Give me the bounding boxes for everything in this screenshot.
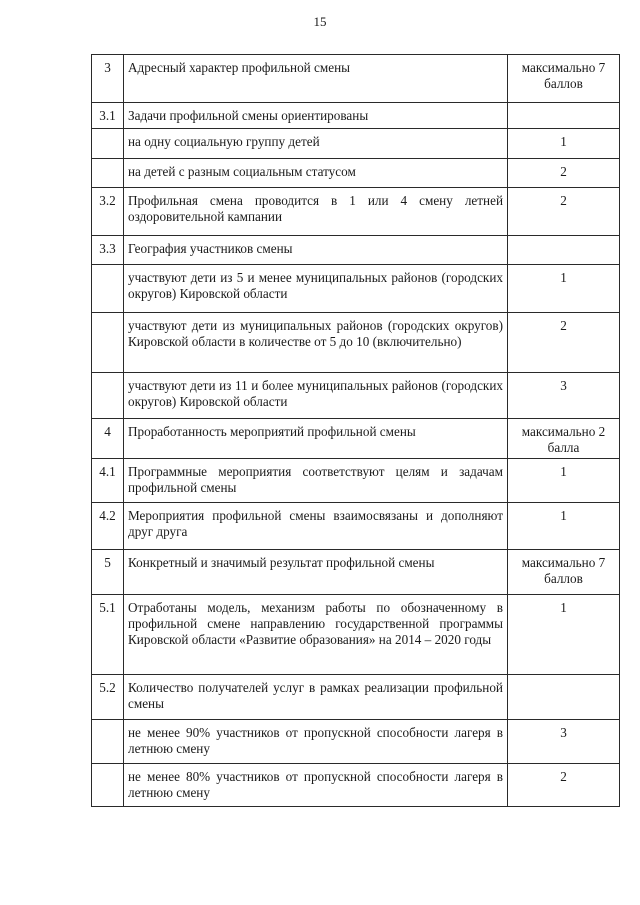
criterion-text: участвуют дети из 11 и более муниципальных районов (городских округов) Кировской области	[124, 373, 508, 419]
row-number	[92, 720, 124, 764]
table-row	[92, 265, 620, 313]
score-cell: 3	[508, 720, 620, 764]
row-number	[92, 265, 124, 313]
score-cell: 2	[508, 764, 620, 807]
table-row	[92, 459, 620, 503]
row-number	[92, 373, 124, 419]
table-row	[92, 129, 620, 159]
score-cell: 1	[508, 503, 620, 550]
row-number: 4.1	[92, 459, 124, 503]
row-number	[92, 313, 124, 373]
criteria-table	[91, 54, 620, 807]
table-row	[92, 764, 620, 807]
table-row	[92, 503, 620, 550]
row-number: 5.2	[92, 675, 124, 720]
score-cell: 1	[508, 265, 620, 313]
criterion-text: не менее 90% участников от пропускной способности лагеря в летнюю смену	[124, 720, 508, 764]
score-cell: максимально 7 баллов	[508, 55, 620, 103]
row-number: 4.2	[92, 503, 124, 550]
row-number: 3.1	[92, 103, 124, 129]
criterion-text: не менее 80% участников от пропускной способности лагеря в летнюю смену	[124, 764, 508, 807]
criterion-text: Адресный характер профильной смены	[124, 55, 508, 103]
table-row	[92, 313, 620, 373]
criterion-text: Количество получателей услуг в рамках реализации профильной смены	[124, 675, 508, 720]
score-cell: максимально 2 балла	[508, 419, 620, 459]
table-row	[92, 419, 620, 459]
table-row	[92, 720, 620, 764]
score-cell: максимально 7 баллов	[508, 550, 620, 595]
row-number: 3	[92, 55, 124, 103]
row-number	[92, 159, 124, 188]
criterion-text: участвуют дети из 5 и менее муниципальных районов (городских округов) Кировской области	[124, 265, 508, 313]
table-row	[92, 595, 620, 675]
score-cell: 2	[508, 159, 620, 188]
row-number: 3.3	[92, 236, 124, 265]
table-row	[92, 103, 620, 129]
row-number: 5	[92, 550, 124, 595]
score-cell: 2	[508, 313, 620, 373]
criterion-text: Конкретный и значимый результат профильной смены	[124, 550, 508, 595]
score-cell: 1	[508, 459, 620, 503]
score-cell: 1	[508, 129, 620, 159]
row-number	[92, 129, 124, 159]
score-cell	[508, 675, 620, 720]
criterion-text: Проработанность мероприятий профильной смены	[124, 419, 508, 459]
score-cell	[508, 103, 620, 129]
criterion-text: на одну социальную группу детей	[124, 129, 508, 159]
score-cell	[508, 236, 620, 265]
row-number: 3.2	[92, 188, 124, 236]
criterion-text: Профильная смена проводится в 1 или 4 смену летней оздоровительной кампании	[124, 188, 508, 236]
score-cell: 3	[508, 373, 620, 419]
table-row	[92, 373, 620, 419]
row-number	[92, 764, 124, 807]
criterion-text: Задачи профильной смены ориентированы	[124, 103, 508, 129]
page-number: 15	[313, 14, 327, 29]
criterion-text: Отработаны модель, механизм работы по обозначенному в профильной смене направлению государственной программы Кировской области «Развитие образования» на 2014 – 2020 годы	[124, 595, 508, 675]
table-row	[92, 675, 620, 720]
row-number: 5.1	[92, 595, 124, 675]
table-row	[92, 55, 620, 103]
criterion-text: на детей с разным социальным статусом	[124, 159, 508, 188]
score-cell: 1	[508, 595, 620, 675]
row-number: 4	[92, 419, 124, 459]
table-row	[92, 550, 620, 595]
criterion-text: участвуют дети из муниципальных районов (городских округов) Кировской области в количестве от 5 до 10 (включительно)	[124, 313, 508, 373]
score-cell: 2	[508, 188, 620, 236]
criterion-text: География участников смены	[124, 236, 508, 265]
criterion-text: Программные мероприятия соответствуют целям и задачам профильной смены	[124, 459, 508, 503]
table-row	[92, 236, 620, 265]
table-row	[92, 159, 620, 188]
criterion-text: Мероприятия профильной смены взаимосвязаны и дополняют друг друга	[124, 503, 508, 550]
table-row	[92, 188, 620, 236]
